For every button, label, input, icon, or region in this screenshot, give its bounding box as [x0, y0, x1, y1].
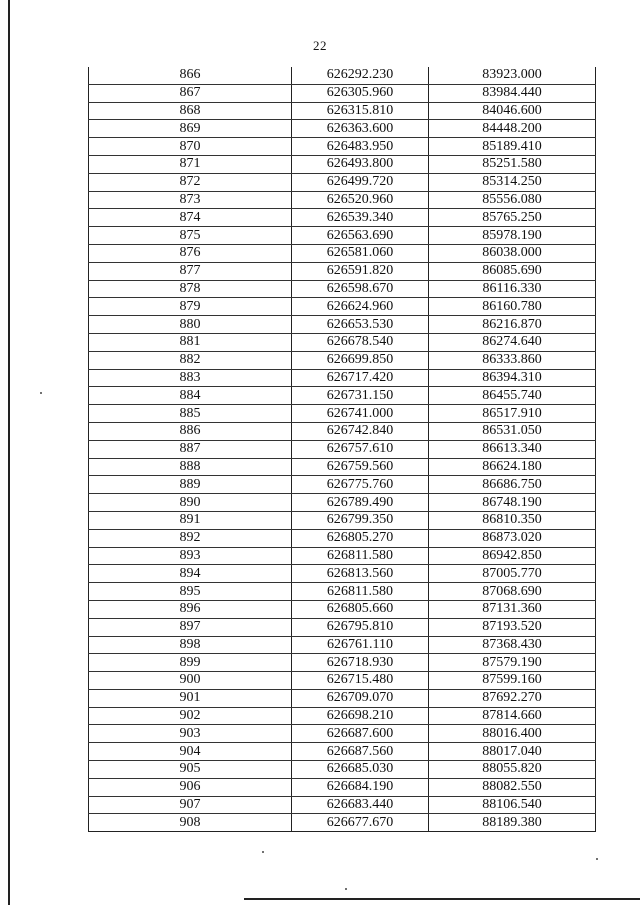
- table-row: [89, 280, 596, 298]
- y-coordinate-cell: 86517.910: [429, 405, 596, 423]
- x-coordinate-cell: 626761.110: [292, 636, 429, 654]
- point-number-cell: 895: [89, 583, 292, 601]
- table-row: [89, 565, 596, 583]
- table-row: [89, 796, 596, 814]
- table-row: [89, 529, 596, 547]
- point-number-cell: 894: [89, 565, 292, 583]
- x-coordinate-cell: 626805.660: [292, 600, 429, 618]
- table-row: [89, 458, 596, 476]
- table-row: [89, 778, 596, 796]
- x-coordinate-cell: 626563.690: [292, 227, 429, 245]
- table-row: [89, 209, 596, 227]
- table-row: [89, 761, 596, 779]
- table-row: [89, 618, 596, 636]
- point-number-cell: 882: [89, 351, 292, 369]
- table-row: [89, 707, 596, 725]
- table-row: [89, 262, 596, 280]
- x-coordinate-cell: 626520.960: [292, 191, 429, 209]
- x-coordinate-cell: 626741.000: [292, 405, 429, 423]
- scan-speck: [40, 392, 42, 394]
- y-coordinate-cell: 88017.040: [429, 743, 596, 761]
- y-coordinate-cell: 86748.190: [429, 494, 596, 512]
- y-coordinate-cell: 87368.430: [429, 636, 596, 654]
- x-coordinate-cell: 626731.150: [292, 387, 429, 405]
- scan-speck: [262, 851, 264, 853]
- table-row: [89, 227, 596, 245]
- table-row: [89, 405, 596, 423]
- y-coordinate-cell: 87131.360: [429, 600, 596, 618]
- table-row: [89, 547, 596, 565]
- coordinates-table: [88, 67, 596, 832]
- table-row: [89, 422, 596, 440]
- y-coordinate-cell: 86455.740: [429, 387, 596, 405]
- table-row: [89, 138, 596, 156]
- point-number-cell: 883: [89, 369, 292, 387]
- y-coordinate-cell: 88016.400: [429, 725, 596, 743]
- x-coordinate-cell: 626811.580: [292, 547, 429, 565]
- point-number-cell: 866: [89, 67, 292, 84]
- point-number-cell: 897: [89, 618, 292, 636]
- point-number-cell: 908: [89, 814, 292, 832]
- x-coordinate-cell: 626718.930: [292, 654, 429, 672]
- x-coordinate-cell: 626715.480: [292, 672, 429, 690]
- y-coordinate-cell: 87005.770: [429, 565, 596, 583]
- scan-left-edge-line: [8, 0, 10, 905]
- y-coordinate-cell: 86873.020: [429, 529, 596, 547]
- point-number-cell: 873: [89, 191, 292, 209]
- point-number-cell: 886: [89, 422, 292, 440]
- table-row: [89, 476, 596, 494]
- y-coordinate-cell: 86394.310: [429, 369, 596, 387]
- point-number-cell: 889: [89, 476, 292, 494]
- y-coordinate-cell: 86216.870: [429, 316, 596, 334]
- table-row: [89, 600, 596, 618]
- y-coordinate-cell: 84046.600: [429, 102, 596, 120]
- x-coordinate-cell: 626539.340: [292, 209, 429, 227]
- x-coordinate-cell: 626795.810: [292, 618, 429, 636]
- y-coordinate-cell: 85189.410: [429, 138, 596, 156]
- point-number-cell: 902: [89, 707, 292, 725]
- x-coordinate-cell: 626483.950: [292, 138, 429, 156]
- x-coordinate-cell: 626687.560: [292, 743, 429, 761]
- table-row: [89, 191, 596, 209]
- point-number-cell: 893: [89, 547, 292, 565]
- x-coordinate-cell: 626683.440: [292, 796, 429, 814]
- point-number-cell: 878: [89, 280, 292, 298]
- point-number-cell: 885: [89, 405, 292, 423]
- point-number-cell: 874: [89, 209, 292, 227]
- y-coordinate-cell: 87579.190: [429, 654, 596, 672]
- point-number-cell: 884: [89, 387, 292, 405]
- x-coordinate-cell: 626677.670: [292, 814, 429, 832]
- table-row: [89, 244, 596, 262]
- y-coordinate-cell: 86333.860: [429, 351, 596, 369]
- x-coordinate-cell: 626292.230: [292, 67, 429, 84]
- point-number-cell: 875: [89, 227, 292, 245]
- x-coordinate-cell: 626624.960: [292, 298, 429, 316]
- x-coordinate-cell: 626653.530: [292, 316, 429, 334]
- x-coordinate-cell: 626305.960: [292, 84, 429, 102]
- table-row: [89, 369, 596, 387]
- table-row: [89, 316, 596, 334]
- y-coordinate-cell: 87068.690: [429, 583, 596, 601]
- x-coordinate-cell: 626789.490: [292, 494, 429, 512]
- table-row: [89, 654, 596, 672]
- table-row: [89, 298, 596, 316]
- coordinates-table-body: [89, 67, 596, 832]
- point-number-cell: 880: [89, 316, 292, 334]
- point-number-cell: 907: [89, 796, 292, 814]
- point-number-cell: 867: [89, 84, 292, 102]
- y-coordinate-cell: 86038.000: [429, 244, 596, 262]
- x-coordinate-cell: 626678.540: [292, 333, 429, 351]
- x-coordinate-cell: 626493.800: [292, 155, 429, 173]
- point-number-cell: 888: [89, 458, 292, 476]
- x-coordinate-cell: 626759.560: [292, 458, 429, 476]
- y-coordinate-cell: 83923.000: [429, 67, 596, 84]
- table-row: [89, 67, 596, 84]
- y-coordinate-cell: 88082.550: [429, 778, 596, 796]
- x-coordinate-cell: 626775.760: [292, 476, 429, 494]
- point-number-cell: 869: [89, 120, 292, 138]
- point-number-cell: 904: [89, 743, 292, 761]
- scan-speck: [345, 888, 347, 890]
- point-number-cell: 887: [89, 440, 292, 458]
- y-coordinate-cell: 83984.440: [429, 84, 596, 102]
- y-coordinate-cell: 87599.160: [429, 672, 596, 690]
- table-row: [89, 387, 596, 405]
- y-coordinate-cell: 84448.200: [429, 120, 596, 138]
- table-row: [89, 689, 596, 707]
- x-coordinate-cell: 626742.840: [292, 422, 429, 440]
- point-number-cell: 905: [89, 761, 292, 779]
- x-coordinate-cell: 626687.600: [292, 725, 429, 743]
- table-row: [89, 351, 596, 369]
- x-coordinate-cell: 626757.610: [292, 440, 429, 458]
- x-coordinate-cell: 626581.060: [292, 244, 429, 262]
- table-row: [89, 102, 596, 120]
- x-coordinate-cell: 626811.580: [292, 583, 429, 601]
- point-number-cell: 899: [89, 654, 292, 672]
- point-number-cell: 870: [89, 138, 292, 156]
- point-number-cell: 868: [89, 102, 292, 120]
- y-coordinate-cell: 88189.380: [429, 814, 596, 832]
- x-coordinate-cell: 626685.030: [292, 761, 429, 779]
- x-coordinate-cell: 626698.210: [292, 707, 429, 725]
- x-coordinate-cell: 626709.070: [292, 689, 429, 707]
- y-coordinate-cell: 85765.250: [429, 209, 596, 227]
- scan-speck: [596, 858, 598, 860]
- table-row: [89, 120, 596, 138]
- table-row: [89, 333, 596, 351]
- y-coordinate-cell: 85978.190: [429, 227, 596, 245]
- x-coordinate-cell: 626598.670: [292, 280, 429, 298]
- y-coordinate-cell: 86624.180: [429, 458, 596, 476]
- y-coordinate-cell: 85314.250: [429, 173, 596, 191]
- table-row: [89, 583, 596, 601]
- point-number-cell: 879: [89, 298, 292, 316]
- point-number-cell: 901: [89, 689, 292, 707]
- point-number-cell: 872: [89, 173, 292, 191]
- y-coordinate-cell: 86686.750: [429, 476, 596, 494]
- point-number-cell: 881: [89, 333, 292, 351]
- x-coordinate-cell: 626813.560: [292, 565, 429, 583]
- point-number-cell: 891: [89, 511, 292, 529]
- x-coordinate-cell: 626717.420: [292, 369, 429, 387]
- y-coordinate-cell: 88106.540: [429, 796, 596, 814]
- x-coordinate-cell: 626363.600: [292, 120, 429, 138]
- table-row: [89, 725, 596, 743]
- y-coordinate-cell: 86085.690: [429, 262, 596, 280]
- table-row: [89, 173, 596, 191]
- point-number-cell: 896: [89, 600, 292, 618]
- table-row: [89, 814, 596, 832]
- table-row: [89, 155, 596, 173]
- y-coordinate-cell: 87692.270: [429, 689, 596, 707]
- point-number-cell: 890: [89, 494, 292, 512]
- x-coordinate-cell: 626805.270: [292, 529, 429, 547]
- y-coordinate-cell: 86613.340: [429, 440, 596, 458]
- point-number-cell: 900: [89, 672, 292, 690]
- y-coordinate-cell: 86810.350: [429, 511, 596, 529]
- table-row: [89, 84, 596, 102]
- page-number: 22: [313, 38, 327, 53]
- x-coordinate-cell: 626315.810: [292, 102, 429, 120]
- x-coordinate-cell: 626591.820: [292, 262, 429, 280]
- y-coordinate-cell: 86942.850: [429, 547, 596, 565]
- x-coordinate-cell: 626499.720: [292, 173, 429, 191]
- y-coordinate-cell: 86531.050: [429, 422, 596, 440]
- table-row: [89, 672, 596, 690]
- y-coordinate-cell: 86274.640: [429, 333, 596, 351]
- table-row: [89, 636, 596, 654]
- point-number-cell: 898: [89, 636, 292, 654]
- table-row: [89, 494, 596, 512]
- point-number-cell: 892: [89, 529, 292, 547]
- table-row: [89, 743, 596, 761]
- point-number-cell: 903: [89, 725, 292, 743]
- point-number-cell: 871: [89, 155, 292, 173]
- x-coordinate-cell: 626799.350: [292, 511, 429, 529]
- y-coordinate-cell: 87193.520: [429, 618, 596, 636]
- table-row: [89, 511, 596, 529]
- x-coordinate-cell: 626684.190: [292, 778, 429, 796]
- y-coordinate-cell: 86116.330: [429, 280, 596, 298]
- y-coordinate-cell: 87814.660: [429, 707, 596, 725]
- y-coordinate-cell: 85556.080: [429, 191, 596, 209]
- y-coordinate-cell: 88055.820: [429, 761, 596, 779]
- scan-bottom-edge-line: [244, 898, 640, 900]
- point-number-cell: 906: [89, 778, 292, 796]
- x-coordinate-cell: 626699.850: [292, 351, 429, 369]
- point-number-cell: 877: [89, 262, 292, 280]
- point-number-cell: 876: [89, 244, 292, 262]
- y-coordinate-cell: 85251.580: [429, 155, 596, 173]
- y-coordinate-cell: 86160.780: [429, 298, 596, 316]
- table-row: [89, 440, 596, 458]
